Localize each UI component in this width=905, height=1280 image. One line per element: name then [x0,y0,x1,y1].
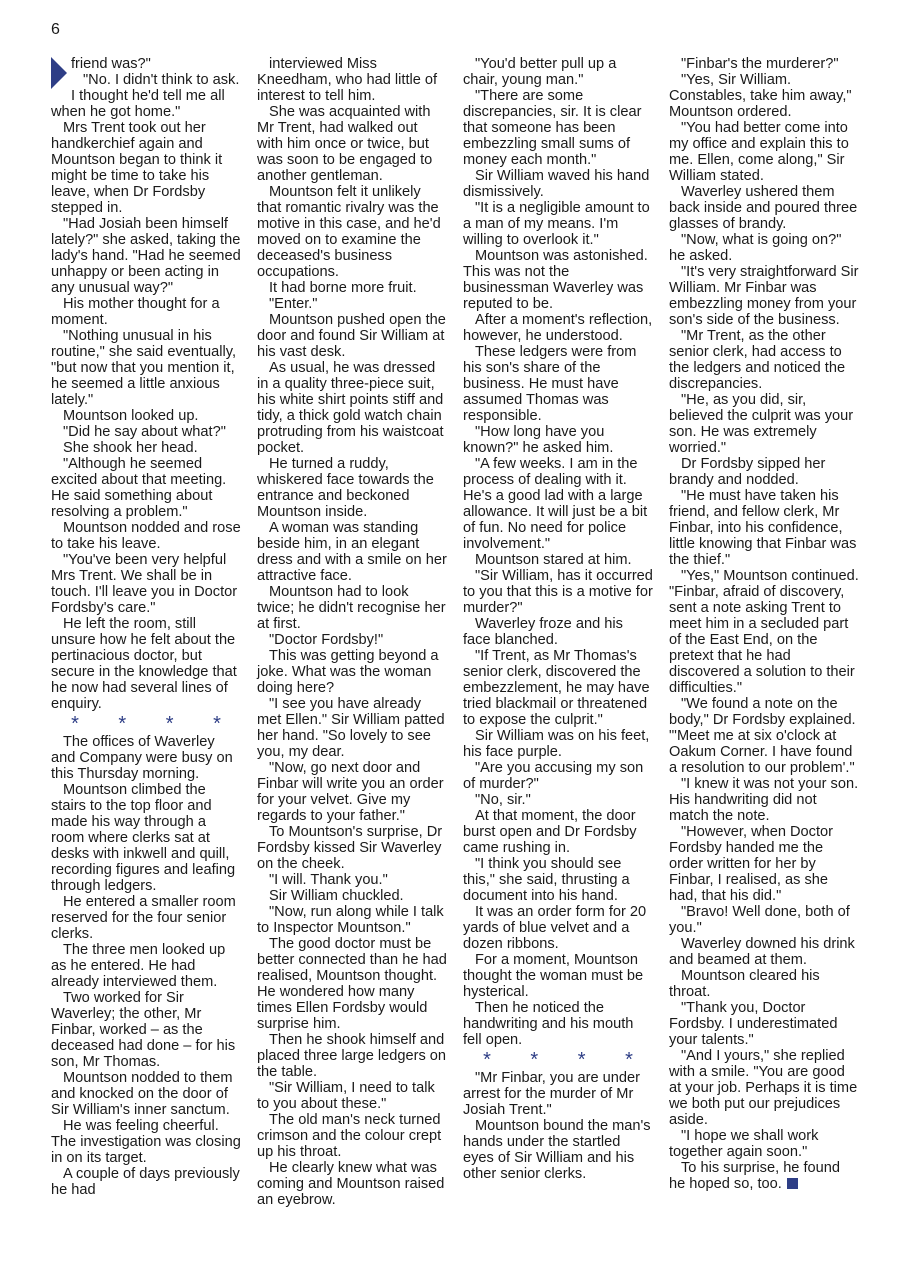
paragraph-text: Mountson pushed open the door and found Sir William at his vast desk. [257,312,446,360]
paragraph [463,792,653,808]
paragraph-text: "I knew it was not your son. His handwriting did not match the note. [669,776,859,824]
paragraph-text: "I will. Thank you." [269,872,388,888]
paragraph-text: Sir William was on his feet, his face purple. [463,728,650,760]
paragraph [463,856,653,904]
paragraph-text: The old man's neck turned crimson and the colour crept up his throat. [257,1112,442,1160]
paragraph-text: He was feeling cheerful. The investigation was closing in on its target. [51,1118,241,1166]
paragraph-text: "It is a negligible amount to a man of my means. I'm willing to overlook it." [463,200,650,248]
paragraph [669,456,859,488]
paragraph [669,328,859,392]
paragraph-text: The good doctor must be better connected than he had realised, Mountson thought. He wondered how many times Ellen Fordsby would surprise him. [257,936,447,1032]
paragraph [669,72,859,120]
paragraph-text: At that moment, the door burst open and Dr Fordsby came rushing in. [463,808,637,856]
paragraph-text: Sir William waved his hand dismissively. [463,168,650,200]
paragraph [463,456,653,552]
paragraph [463,760,653,792]
paragraph [51,56,241,72]
paragraph [463,648,653,728]
paragraph [463,88,653,168]
text-column-1 [51,56,241,1198]
paragraph [669,392,859,456]
paragraph-text: "A few weeks. I am in the process of dealing with it. He's a good lad with a large allowance. It will just be a bit of fun. No need for police involvement." [463,456,648,552]
paragraph [669,824,859,904]
paragraph [669,488,859,568]
paragraph [669,120,859,184]
paragraph-text: He left the room, still unsure how he felt about the pertinacious doctor, but secure in the knowledge that he now had several lines of enquiry. [51,616,237,712]
paragraph [257,1080,447,1112]
paragraph-text: "Sir William, has it occurred to you that this is a motive for murder?" [463,568,653,616]
paragraph-text: "Sir William, I need to talk to you about these." [257,1080,435,1112]
paragraph-text: friend was?" [71,56,151,72]
paragraph-text: "Although he seemed excited about that meeting. He said something about resolving a problem." [51,456,227,520]
paragraph [51,120,241,216]
paragraph-text: Mountson cleared his throat. [669,968,820,1000]
paragraph [669,1048,859,1128]
paragraph [257,936,447,1032]
paragraph [463,168,653,200]
paragraph-text: "Yes, Sir William. Constables, take him away," Mountson ordered. [669,72,852,120]
paragraph [257,1112,447,1160]
paragraph-text: These ledgers were from his son's share of the business. He must have assumed Thomas was responsible. [463,344,637,424]
paragraph-text: After a moment's reflection, however, he understood. [463,312,653,344]
paragraph-text: "Doctor Fordsby!" [269,632,384,648]
paragraph-text: "Enter." [269,296,318,312]
paragraph-text: This was getting beyond a joke. What was the woman doing here? [257,648,439,696]
paragraph [463,312,653,344]
text-column-3 [463,56,653,1182]
text-column-4 [669,56,859,1192]
paragraph-text: "Nothing unusual in his routine," she said eventually, "but now that you mention it, he seemed a little anxious lately." [51,328,237,408]
paragraph [257,312,447,360]
page-number: 6 [51,21,60,38]
paragraph [51,456,241,520]
paragraph-text: Dr Fordsby sipped her brandy and nodded. [669,456,826,488]
paragraph [257,696,447,760]
paragraph-text: Then he noticed the handwriting and his mouth fell open. [463,1000,634,1048]
paragraph-text: "Did he say about what?" [63,424,226,440]
paragraph-text: "I think you should see this," she said, thrusting a document into his hand. [463,856,630,904]
paragraph-text: "You'd better pull up a chair, young man." [463,56,617,88]
paragraph-text: Sir William chuckled. [269,888,404,904]
paragraph [463,1070,653,1118]
paragraph [51,424,241,440]
paragraph-text: "You've been very helpful Mrs Trent. We shall be in touch. I'll leave you in Doctor Fordsby's care." [51,552,238,616]
paragraph [257,360,447,456]
paragraph [51,216,241,296]
paragraph-text: "You had better come into my office and explain this to me. Ellen, come along," Sir William stated. [669,120,849,184]
paragraph-text: She shook her head. [63,440,198,456]
paragraph-text: Then he shook himself and placed three large ledgers on the table. [257,1032,447,1080]
text-column-2 [257,56,447,1208]
paragraph [463,248,653,312]
story-start-arrow-icon [51,57,67,89]
paragraph [257,824,447,872]
paragraph [669,184,859,232]
paragraph [51,894,241,942]
paragraph-text: Mrs Trent took out her handkerchief again and Mountson began to think it might be time to take his leave, when Dr Fordsby stepped in. [51,120,223,216]
paragraph [51,1070,241,1118]
paragraph-text: His mother thought for a moment. [51,296,220,328]
paragraph [257,760,447,824]
paragraph [51,942,241,990]
paragraph-text: Mountson looked up. [63,408,199,424]
paragraph [257,904,447,936]
section-separator: * * * * [71,713,238,735]
paragraph [669,1160,859,1192]
paragraph [257,456,447,520]
paragraph [51,782,241,894]
paragraph [51,616,241,712]
paragraph [669,936,859,968]
paragraph [669,776,859,824]
paragraph [463,344,653,424]
paragraph-text: "No. I didn't think to ask. I thought he'd tell me all when he got home." [51,72,240,120]
paragraph-text: Waverley ushered them back inside and poured three glasses of brandy. [669,184,858,232]
paragraph-text: As usual, he was dressed in a quality three-piece suit, his white shirt points stiff and tidy, a thick gold watch chain protruding from his waistcoat pocket. [257,360,444,456]
paragraph-text: Mountson nodded and rose to take his leave. [51,520,241,552]
paragraph-text: "I hope we shall work together again soon." [669,1128,819,1160]
paragraph [463,200,653,248]
paragraph-text: "It's very straightforward Sir William. Mr Finbar was embezzling money from your son's side of the business. [669,264,859,328]
paragraph [51,1166,241,1198]
paragraph-text: A couple of days previously he had [51,1166,240,1198]
paragraph [669,968,859,1000]
paragraph-text: For a moment, Mountson thought the woman must be hysterical. [463,952,644,1000]
paragraph [257,56,447,104]
paragraph [257,632,447,648]
paragraph [51,72,241,120]
paragraph-text: "He must have taken his friend, and fellow clerk, Mr Finbar, into his confidence, little knowing that Finbar was the thief." [669,488,857,568]
paragraph-text: "However, when Doctor Fordsby handed me the order written for her by Finbar, I realised, as she had, that his did." [669,824,833,904]
paragraph-text: Mountson climbed the stairs to the top floor and made his way through a room where clerks sat at desks with inkwell and quill, recording figures and leafing through ledgers. [51,782,236,894]
paragraph-text: "No, sir." [475,792,531,808]
paragraph [51,1118,241,1166]
paragraph-text: Mountson bound the man's hands under the startled eyes of Sir William and his other senior clerks. [463,1118,651,1182]
paragraph [257,888,447,904]
paragraph-text: To Mountson's surprise, Dr Fordsby kissed Sir Waverley on the cheek. [257,824,443,872]
paragraph [257,1032,447,1080]
paragraph [257,520,447,584]
paragraph [669,264,859,328]
paragraph-text: He turned a ruddy, whiskered face towards the entrance and beckoned Mountson inside. [257,456,434,520]
paragraph [463,808,653,856]
paragraph-text: "How long have you known?" he asked him. [463,424,614,456]
paragraph [463,1000,653,1048]
paragraph-text: interviewed Miss Kneedham, who had little of interest to tell him. [257,56,438,104]
section-separator: * * * * [483,1049,650,1071]
paragraph [463,424,653,456]
paragraph [463,616,653,648]
paragraph [51,990,241,1070]
paragraph-text: Mountson had to look twice; he didn't recognise her at first. [257,584,446,632]
paragraph [463,952,653,1000]
paragraph-text: "Now, run along while I talk to Inspector Mountson." [257,904,444,936]
paragraph-text: "And I yours," she replied with a smile. "You are good at your job. Perhaps it is time we both put our prejudices aside. [669,1048,858,1128]
paragraph-text: To his surprise, he found he hoped so, too. [669,1160,840,1192]
paragraph [257,280,447,296]
paragraph-text: "Now, go next door and Finbar will write you an order for your velvet. Give my regards to your father." [257,760,444,824]
paragraph-text: He entered a smaller room reserved for the four senior clerks. [51,894,236,942]
paragraph [257,296,447,312]
paragraph-text: "Yes," Mountson continued. "Finbar, afraid of discovery, sent a note asking Trent to meet him in a secluded part of the East End, on the pretext that he had discovered a solution to their difficulties." [669,568,859,696]
paragraph-text: Waverley downed his drink and beamed at them. [669,936,855,968]
paragraph-text: The three men looked up as he entered. He had already interviewed them. [51,942,226,990]
paragraph [669,56,859,72]
paragraph [669,232,859,264]
paragraph [51,520,241,552]
paragraph [463,56,653,88]
paragraph [257,1160,447,1208]
paragraph-text: "Thank you, Doctor Fordsby. I underestimated your talents." [669,1000,838,1048]
paragraph-text: "Bravo! Well done, both of you." [669,904,850,936]
paragraph-text: It had borne more fruit. [269,280,417,296]
paragraph [257,184,447,280]
paragraph-text: Mountson was astonished. This was not the businessman Waverley was reputed to be. [463,248,648,312]
paragraph [463,1118,653,1182]
paragraph-text: The offices of Waverley and Company were busy on this Thursday morning. [51,734,233,782]
paragraph-text: She was acquainted with Mr Trent, had walked out with him once or twice, but was soon to be engaged to another gentleman. [257,104,433,184]
paragraph [463,552,653,568]
paragraph-text: A woman was standing beside him, in an elegant dress and with a smile on her attractive face. [257,520,447,584]
paragraph-text: "Had Josiah been himself lately?" she asked, taking the lady's hand. "Had he seemed unhappy or been acting in any unusual way?" [51,216,241,296]
paragraph-text: "There are some discrepancies, sir. It is clear that someone has been embezzling small sums of money each month." [463,88,642,168]
paragraph [257,584,447,632]
paragraph-text: Mountson felt it unlikely that romantic rivalry was the motive in this case, and he'd moved on to examine the deceased's business occupations. [257,184,441,280]
paragraph-text: It was an order form for 20 yards of blue velvet and a dozen ribbons. [463,904,647,952]
paragraph-text: Mountson stared at him. [475,552,632,568]
paragraph-text: "Are you accusing my son of murder?" [463,760,644,792]
paragraph-text: "Now, what is going on?" he asked. [669,232,842,264]
paragraph [669,696,859,776]
paragraph-text: Waverley froze and his face blanched. [463,616,623,648]
paragraph [51,440,241,456]
paragraph [51,734,241,782]
end-of-story-square-icon [787,1178,798,1189]
paragraph [257,104,447,184]
paragraph-text: "He, as you did, sir, believed the culprit was your son. He was extremely worried." [669,392,854,456]
paragraph [463,904,653,952]
paragraph [669,1000,859,1048]
paragraph [51,296,241,328]
paragraph-text: Two worked for Sir Waverley; the other, Mr Finbar, worked – as the deceased had done – for his son, Mr Thomas. [51,990,236,1070]
paragraph-text: "Finbar's the murderer?" [681,56,839,72]
paragraph [669,1128,859,1160]
paragraph-text: "Mr Finbar, you are under arrest for the murder of Mr Josiah Trent." [463,1070,640,1118]
paragraph [463,568,653,616]
paragraph [669,568,859,696]
paragraph-text: Mountson nodded to them and knocked on the door of Sir William's inner sanctum. [51,1070,233,1118]
paragraph [51,328,241,408]
paragraph [51,552,241,616]
paragraph-text: "If Trent, as Mr Thomas's senior clerk, discovered the embezzlement, he may have tried blackmail or threatened to expose the culprit." [463,648,650,728]
paragraph [463,728,653,760]
paragraph [257,872,447,888]
paragraph-text: He clearly knew what was coming and Mountson raised an eyebrow. [257,1160,445,1208]
paragraph [669,904,859,936]
paragraph-text: "Mr Trent, as the other senior clerk, had access to the ledgers and noticed the discrepancies. [669,328,846,392]
paragraph [51,408,241,424]
paragraph [257,648,447,696]
paragraph-text: "I see you have already met Ellen." Sir William patted her hand. "So lovely to see you, my dear. [257,696,445,760]
paragraph-text: "We found a note on the body," Dr Fordsby explained. "'Meet me at six o'clock at Oakum Corner. I have found a resolution to our problem'." [669,696,856,776]
